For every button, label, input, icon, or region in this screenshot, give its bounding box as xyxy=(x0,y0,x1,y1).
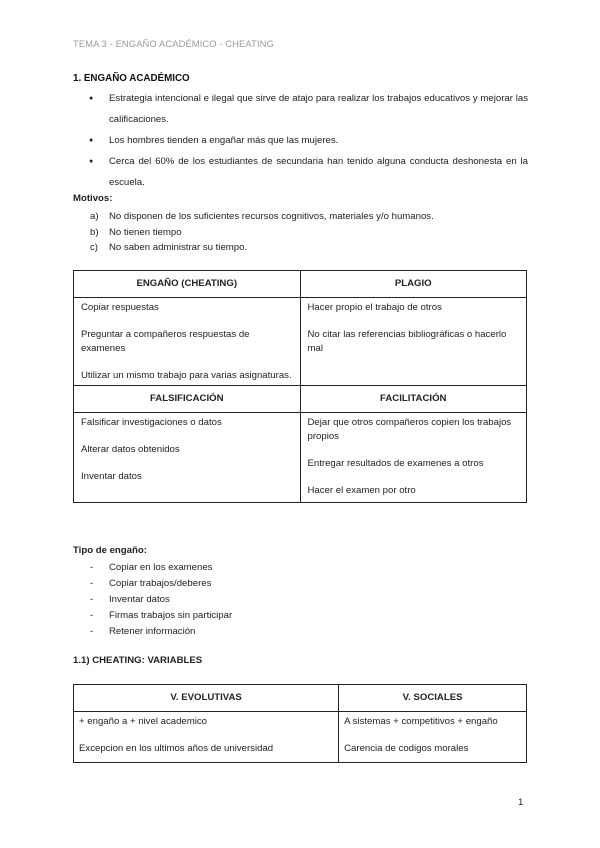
cell-item: Falsificar investigaciones o datos xyxy=(81,417,222,428)
motivo-item xyxy=(73,209,434,225)
tipo-item xyxy=(73,576,232,592)
cell-item: Carencia de codigos morales xyxy=(344,743,469,754)
tipo-item xyxy=(73,592,232,608)
table-header-evolutivas: V. EVOLUTIVAS xyxy=(74,685,339,712)
motivo-item xyxy=(73,225,434,241)
table-cell xyxy=(74,712,339,763)
cell-item: Excepcion en los ultimos años de universidad xyxy=(79,743,274,754)
cell-item: Preguntar a compañeros respuestas de examenes xyxy=(81,329,250,354)
tipo-text: Copiar en los examenes xyxy=(109,562,213,573)
motivos-title: Motivos: xyxy=(73,193,113,204)
bullet-list xyxy=(73,88,528,193)
cell-item: Dejar que otros compañeros copien los trabajos propios xyxy=(307,417,512,442)
page-number: 1 xyxy=(518,797,524,808)
motivo-text: No disponen de los suficientes recursos cognitivos, materiales y/o humanos. xyxy=(109,211,434,222)
tipo-title: Tipo de engaño: xyxy=(73,545,147,556)
tipo-text: Copiar trabajos/deberes xyxy=(109,578,212,589)
section-heading: 1. ENGAÑO ACADÉMICO xyxy=(73,73,190,84)
table-cell xyxy=(74,413,301,503)
motivos-list xyxy=(73,209,434,256)
engano-types-table xyxy=(73,270,527,503)
dash-marker: - xyxy=(90,610,94,621)
bullet-item: ● Los hombres tienden a engañar más que las mujeres. xyxy=(73,130,528,151)
tipo-item xyxy=(73,624,232,640)
subsection-heading: 1.1) CHEATING: VARIABLES xyxy=(73,655,203,666)
motivo-text: No tienen tiempo xyxy=(109,226,182,238)
cell-item: Hacer propio el trabajo de otros xyxy=(307,302,442,313)
dash-marker: - xyxy=(90,562,94,573)
tipo-text: Firmas trabajos sin participar xyxy=(109,610,233,621)
table-cell xyxy=(300,298,527,386)
table-header-plagio: PLAGIO xyxy=(300,271,527,298)
table-cell xyxy=(339,712,527,763)
tipo-item xyxy=(73,560,232,576)
cell-item: + engaño a + nivel academico xyxy=(79,716,208,727)
motivo-text: No saben administrar su tiempo. xyxy=(109,242,248,253)
cell-item: Entregar resultados de examenes a otros xyxy=(307,458,484,469)
motivo-item xyxy=(73,240,434,256)
tipo-list xyxy=(73,560,232,640)
page-header: TEMA 3 - ENGAÑO ACADÉMICO - CHEATING xyxy=(73,38,274,49)
cell-item: Inventar datos xyxy=(81,471,142,482)
dash-marker: - xyxy=(90,626,94,637)
list-marker: a) xyxy=(90,211,99,222)
bullet-item: ● Estrategia intencional e ilegal que sirve de atajo para realizar los trabajos educativos y mejorar las calificaciones. xyxy=(73,88,528,130)
dash-marker: - xyxy=(90,578,94,589)
bullet-item: ● Cerca del 60% de los estudiantes de secundaria han tenido alguna conducta deshonesta en la escuela. xyxy=(73,151,528,193)
cell-item: No citar las referencias bibliográficas o hacerlo mal xyxy=(307,329,507,354)
variables-table xyxy=(73,684,527,763)
table-header-facilitacion: FACILITACIÓN xyxy=(300,386,527,413)
list-marker: c) xyxy=(90,242,98,253)
cell-item: A sistemas + competitivos + engaño xyxy=(344,716,498,727)
table-cell xyxy=(74,298,301,386)
tipo-text: Retener información xyxy=(109,626,196,637)
table-header-cheating: ENGAÑO (CHEATING) xyxy=(74,271,301,298)
table-header-sociales: V. SOCIALES xyxy=(339,685,527,712)
list-marker: b) xyxy=(90,226,99,238)
cell-item: Hacer el examen por otro xyxy=(307,485,416,496)
table-cell xyxy=(300,413,527,503)
cell-item: Alterar datos obtenidos xyxy=(81,444,180,455)
cell-item: Utilizar un mismo trabajo para varias asignaturas. xyxy=(81,370,292,381)
tipo-item xyxy=(73,608,232,624)
tipo-text: Inventar datos xyxy=(109,594,170,605)
cell-item: Copiar respuestas xyxy=(81,302,159,313)
dash-marker: - xyxy=(90,594,94,605)
table-header-falsificacion: FALSIFICACIÓN xyxy=(74,386,301,413)
